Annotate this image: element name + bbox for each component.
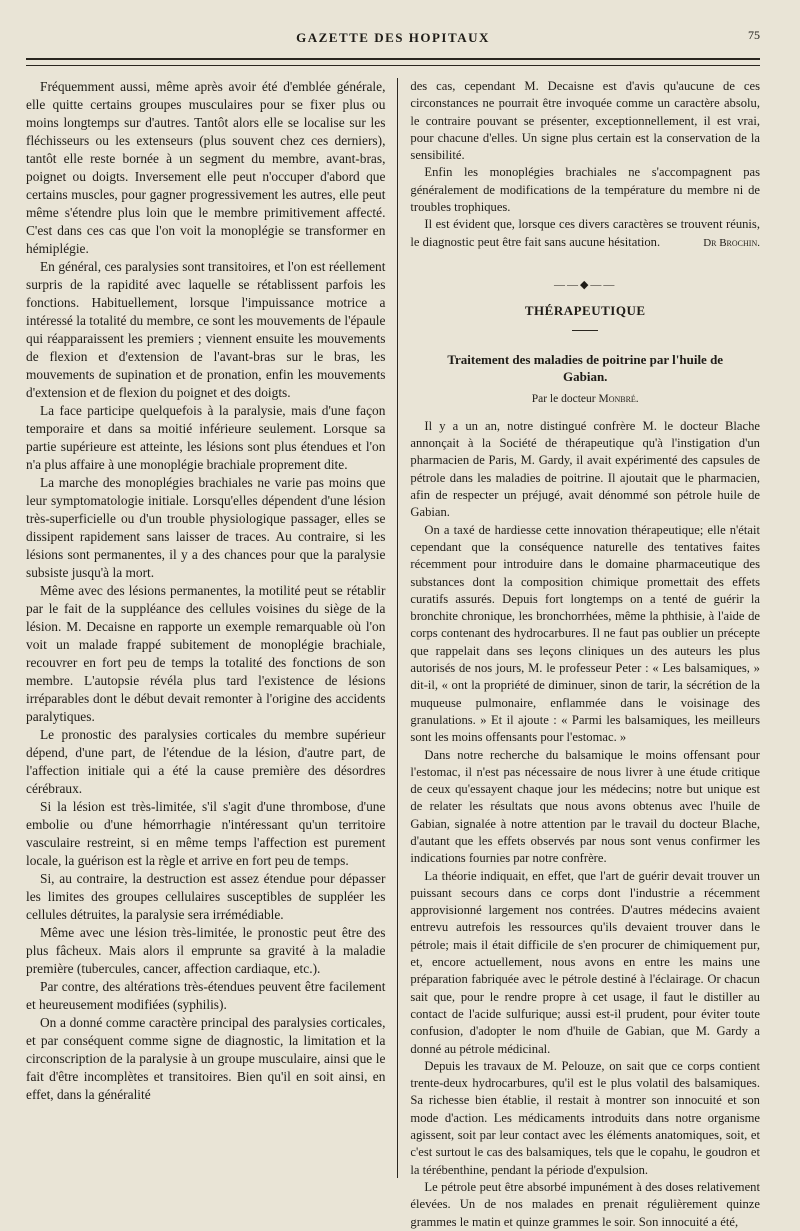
left-paragraph: On a donné comme caractère principal des paralysies corticales, et par conséquent comme signe de diagnostic, la limitation et la circonscription de la paralysie à un groupe musculaire, ainsi que le fait d'être incomplètes et transitoires. Bien qu'il en soit ainsi, en effet, dans la généralité	[26, 1015, 386, 1102]
article-paragraph: Le pétrole peut être absorbé impunément à des doses relativement élevées. Un de nos malades en prenait régulièrement quinze grammes le matin et quinze grammes le soir. Son innocuité a été,	[410, 1179, 760, 1229]
left-paragraph: Le pronostic des paralysies corticales du membre supérieur dépend, d'une part, de l'étendue de la lésion, d'autre part, de l'affection initiale qui a été la cause première des désordres cérébraux.	[26, 727, 386, 796]
text-columns	[26, 78, 760, 1229]
article-paragraph: On a taxé de hardiesse cette innovation thérapeutique; elle n'était cependant que la conséquence naturelle des tentatives faites récemment pour introduire dans le domaine pharmaceutique des substances dont la composition chimique promettait des effets curatifs assurés. Depuis fort longtemps on a tenté de guérir la bronchite chronique, les bronchorrhées, même la phthisie, à l'aide de corps contenant des hydrocarbures. Il ne faut pas oublier un précepte que rappelait dans ses leçons cliniques un des auteurs les plus autorisés de nos jours, M. le professeur Peter : « Les balsamiques, » dit-il, « ont la propriété de diminuer, sinon de tarir, la sécrétion de la muqueuse pulmonaire, enflammée dans le voisinage des granulations. » Et il ajoute : « Parmi les balsamiques, les meilleurs sont les moins offensants pour l'estomac. »	[410, 522, 760, 745]
left-paragraph: Si, au contraire, la destruction est assez étendue pour dépasser les limites des groupes cellulaires susceptibles de suppléer les cellules détruites, la paralysie sera irrémédiable.	[26, 871, 386, 922]
left-paragraph: En général, ces paralysies sont transitoires, et l'on est réellement surpris de la rapidité avec laquelle se rétablissent parfois les fonctions. Habituellement, lorsque l'impuissance motrice a intéressé la totalité du membre, ce sont les mouvements de l'épaule qui réapparaissent les premiers ; viennent ensuite les mouvements de flexion et d'extension de l'avant-bras sur le bras, les mouvements de supination et de pronation, enfin les mouvements d'extension et de flexion du poignet et des doigts.	[26, 259, 386, 400]
article-paragraph: Il y a un an, notre distingué confrère M. le docteur Blache annonçait à la Société de thérapeutique qu'à l'instigation d'un pharmacien de Paris, M. Gardy, il avait expérimenté des capsules de pétrole dans les maladies de poitrine. Il ajoutait que le pharmacien, afin de respecter un préjugé, avait dénommé son pétrole huile de Gabian.	[410, 418, 760, 520]
left-paragraph: La marche des monoplégies brachiales ne varie pas moins que leur symptomatologie initiale. Lorsqu'elles dépendent d'une lésion très-superficielle ou d'un trouble physiologique passager, elles se dissipent rapidement sans laisser de traces. Au contraire, si les lésions sont permanentes, il y a des chances pour que la paralysie subsiste jusqu'à la mort.	[26, 475, 386, 580]
author-signature: Dr Brochin.	[703, 236, 760, 249]
byline-prefix: Par le docteur	[531, 392, 596, 405]
title-rule	[572, 330, 598, 331]
closing-text: Il est évident que, lorsque ces divers caractères se trouvent réunis, le diagnostic peut être fait sans aucune hésitation.	[410, 217, 760, 249]
left-paragraph: Même avec des lésions permanentes, la motilité peut se rétablir par le fait de la suppléance des cellules voisines du siège de la lésion. M. Decaisne en rapporte un exemple remarquable où l'on voit un malade frappé subitement de monoplégie brachiale, recouvrer en fort peu de temps la totalité des fonctions de son membre. L'autopsie révéla plus tard l'existence de lésions irréparables dont le début devait remonter à l'origine des accidents paralytiques.	[26, 583, 386, 724]
byline	[410, 391, 760, 408]
right-paragraph: Enfin les monoplégies brachiales ne s'accompagnent pas généralement de modifications de la température du membre ni de troubles trophiques.	[410, 165, 760, 215]
article-title: Traitement des maladies de poitrine par l'huile de Gabian.	[447, 351, 724, 384]
article-paragraph: Dans notre recherche du balsamique le moins offensant pour l'estomac, il n'est pas nécessaire de nous livrer à une étude critique de ceux qu'essayent chaque jour les médecins; notre but unique est de relater les résultats que nous avons obtenus avec l'huile de Gabian, signalée à notre attention par le travail du docteur Blache, d'autant que les effets observés par nous sont venus confirmer les indications fournies par notre confrère.	[410, 747, 760, 866]
left-paragraph: Par contre, des altérations très-étendues peuvent être facilement et heureusement modifiées (syphilis).	[26, 979, 386, 1012]
page-number: 75	[748, 28, 760, 42]
left-paragraph: Fréquemment aussi, même après avoir été d'emblée générale, elle quitte certains groupes musculaires pour se fixer plus ou moins longtemps sur d'autres. Tantôt alors elle se localise sur les fléchisseurs ou les extenseurs (plus souvent chez ces derniers), tantôt elle reste bornée à un segment du membre, avant-bras, poignet ou doigts. Inversement elle peut n'occuper d'abord que certains muscles, pour gagner progressivement les autres, elle peut même s'étendre plus loin que le membre primitivement affecté. C'est dans ces cas que l'on voit la monoplégie se transformer en hémiplégie.	[26, 79, 386, 256]
article-paragraph: La théorie indiquait, en effet, que l'art de guérir devait trouver un puissant secours dans ce corps dont l'industrie a récemment approvisionné largement nos contrées. D'autres médecins avaient entrevu autrefois les ressources qu'ils devaient trouver dans le pétrole; mais il était difficile de s'en procurer de chimiquement pur, et, encore actuellement, nous avons en entre les mains une préparation fabriquée avec le pétrole destiné à l'éclairage. Or chacun sait que, pour le rendre propre à cet usage, il faut le distiller au contact de l'acide sulfurique; aussi est-il prudent, pour éviter toute confusion, d'adopter le nom d'huile de Gabian, que M. Gardy a donné au pétrole médicinal.	[410, 868, 760, 1056]
article-paragraph: Depuis les travaux de M. Pelouze, on sait que ce corps contient trente-deux hydrocarbures, qu'il est le plus volatil des balsamiques. Sa richesse bien établie, il restait à montrer son innocuité et son mode d'action. Les médicaments introduits dans notre organisme agissent, soit par leur contact avec les éléments anatomiques, soit, et c'est surtout le cas des balsamiques, tels que le copahu, le goudron et la térébenthine, pendant la période d'expulsion.	[410, 1058, 760, 1177]
left-column	[26, 78, 393, 1178]
right-column	[402, 78, 760, 1229]
left-paragraph: La face participe quelquefois à la paralysie, mais d'une façon temporaire et dans sa moitié inférieure seulement. Lorsque sa partie supérieure est atteinte, les lésions sont plus étendues et l'on n'a plus affaire à une monoplégie brachiale proprement dite.	[26, 403, 386, 472]
left-paragraph: Même avec une lésion très-limitée, le pronostic peut être des plus fâcheux. Mais alors il emprunte sa gravité à la maladie première (tubercules, cancer, affection cardiaque, etc.).	[26, 925, 386, 976]
section-separator: ——◆——	[553, 278, 617, 291]
right-paragraph: des cas, cependant M. Decaisne est d'avis qu'aucune de ces circonstances ne pourrait être invoquée comme un caractère absolu, le contraire pouvant se présenter, exceptionnellement, il est vrai, pour chacune d'elles. Un signe plus certain est la conservation de la sensibilité.	[410, 79, 760, 163]
closing-paragraph	[410, 216, 760, 251]
section-title: THÉRAPEUTIQUE	[524, 303, 646, 319]
page-header	[26, 18, 760, 48]
column-divider	[397, 78, 398, 1178]
header-rule	[26, 58, 760, 66]
running-title: GAZETTE DES HOPITAUX	[296, 30, 490, 45]
byline-author: Monbré.	[598, 392, 639, 405]
left-paragraph: Si la lésion est très-limitée, s'il s'agit d'une thrombose, d'une embolie ou d'une hémorrhagie n'intéressant qu'un territoire vasculaire restreint, si en même temps l'affection est purement locale, la guérison est la règle et arrive en fort peu de temps.	[26, 799, 386, 868]
